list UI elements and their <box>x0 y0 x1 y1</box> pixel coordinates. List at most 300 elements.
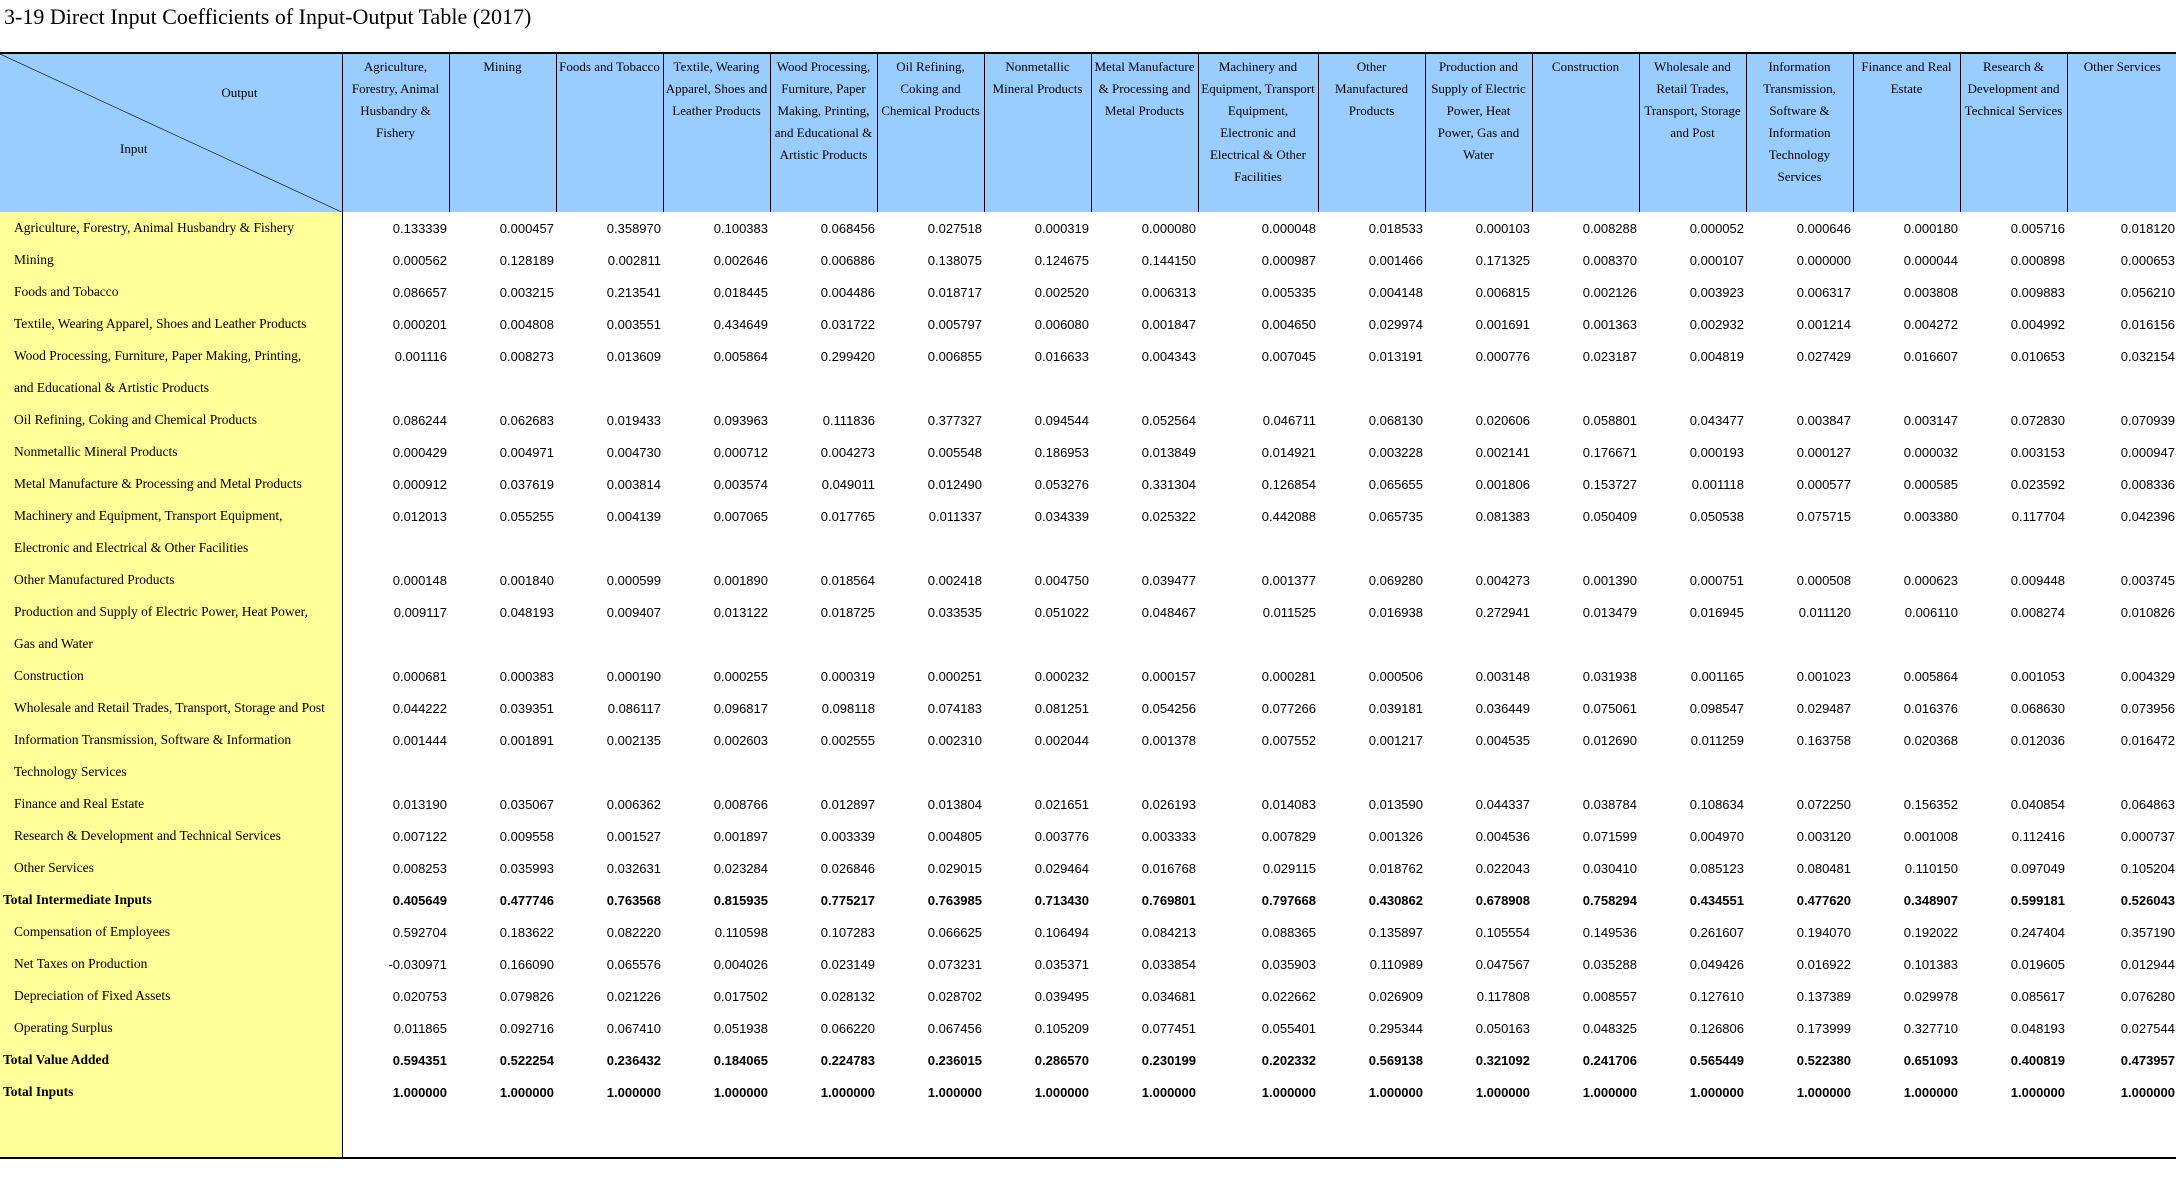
table-cell: 0.004650 <box>1261 316 1316 332</box>
table-row <box>0 436 2176 468</box>
table-cell: 0.047567 <box>1475 956 1530 972</box>
empty-cell <box>984 372 1091 404</box>
table-cell: 0.001840 <box>499 572 554 588</box>
table-cell: 0.002310 <box>927 732 982 748</box>
table-cell: 0.153727 <box>1582 476 1637 492</box>
table-cell: 0.186953 <box>1034 444 1089 460</box>
row-label: Total Intermediate Inputs <box>0 884 342 916</box>
table-cell: 0.008253 <box>392 860 447 876</box>
table-cell: 0.016156 <box>2120 316 2175 332</box>
table-cell: 0.004139 <box>606 508 661 524</box>
table-cell: 1.000000 <box>1903 1084 1958 1100</box>
table-cell: 0.110598 <box>714 924 768 940</box>
table-cell: 0.797668 <box>1261 892 1316 908</box>
row-label: Total Value Added <box>0 1044 342 1076</box>
table-cell: 0.019433 <box>606 412 661 428</box>
diagonal-divider <box>0 54 342 212</box>
table-cell: 0.004819 <box>1689 348 1744 364</box>
table-cell: 0.003814 <box>606 476 661 492</box>
empty-label-cell <box>0 1108 342 1158</box>
table-cell: 0.124675 <box>1034 252 1089 268</box>
table-cell: 0.013609 <box>606 348 661 364</box>
table-cell: 0.018120 <box>2120 220 2175 236</box>
table-cell: 0.013479 <box>1582 604 1637 620</box>
table-row <box>0 820 2176 852</box>
table-cell: 0.000653 <box>2120 252 2175 268</box>
empty-cell <box>1198 372 1318 404</box>
table-cell: 0.008273 <box>499 348 554 364</box>
table-cell: 0.070939 <box>2120 412 2175 428</box>
empty-cell <box>1853 372 1960 404</box>
empty-cell <box>1318 756 1425 788</box>
table-cell: 0.331304 <box>1141 476 1196 492</box>
column-header: Metal Manufacture & Processing and Metal Products <box>1091 53 1198 212</box>
row-label: Textile, Wearing Apparel, Shoes and Leather Products <box>0 308 342 340</box>
empty-cell <box>1960 1108 2067 1158</box>
empty-cell <box>1425 756 1532 788</box>
table-cell: 0.000737 <box>2120 828 2175 844</box>
table-cell: 1.000000 <box>1582 1084 1637 1100</box>
table-cell: 1.000000 <box>392 1084 447 1100</box>
empty-cell <box>2067 532 2176 564</box>
empty-cell <box>2067 756 2176 788</box>
table-cell: 0.194070 <box>1796 924 1851 940</box>
empty-cell <box>1198 1108 1318 1158</box>
table-cell: 0.035993 <box>499 860 554 876</box>
table-cell: 0.569138 <box>1368 1052 1423 1068</box>
table-cell: 0.042396 <box>2120 508 2175 524</box>
empty-cell <box>984 756 1091 788</box>
table-cell: 0.000103 <box>1475 220 1530 236</box>
table-cell: 0.473957 <box>2120 1052 2175 1068</box>
column-header: Information Transmission, Software & Information Technology Services <box>1746 53 1853 212</box>
empty-cell <box>449 372 556 404</box>
empty-cell <box>1639 628 1746 660</box>
column-header: Machinery and Equipment, Transport Equipment, Electronic and Electrical & Other Facilities <box>1198 53 1318 212</box>
table-cell: 0.011525 <box>1262 604 1316 620</box>
table-cell: 0.012897 <box>820 796 875 812</box>
column-header: Textile, Wearing Apparel, Shoes and Leather Products <box>663 53 770 212</box>
empty-cell <box>770 1108 877 1158</box>
table-cell: 0.000157 <box>1141 668 1196 684</box>
table-cell: 0.526043 <box>2120 892 2175 908</box>
output-axis-label: Output <box>221 85 258 100</box>
row-label: Oil Refining, Coking and Chemical Products <box>0 404 342 436</box>
table-cell: 0.000987 <box>1261 252 1316 268</box>
table-cell: 0.000623 <box>1903 572 1958 588</box>
table-cell: 0.107283 <box>820 924 875 940</box>
table-cell: 0.028702 <box>927 988 982 1004</box>
empty-cell <box>556 628 663 660</box>
table-row <box>0 1076 2176 1108</box>
table-cell: 0.013849 <box>1141 444 1196 460</box>
empty-cell <box>663 372 770 404</box>
empty-cell <box>1960 628 2067 660</box>
empty-cell <box>877 532 984 564</box>
table-cell: 0.651093 <box>1903 1052 1958 1068</box>
table-cell: 0.001390 <box>1582 572 1637 588</box>
table-cell: 0.068630 <box>2010 700 2065 716</box>
empty-cell <box>1853 1108 1960 1158</box>
table-row <box>0 212 2176 244</box>
table-cell: 0.101383 <box>1903 956 1958 972</box>
empty-cell <box>556 532 663 564</box>
table-cell: 0.004026 <box>713 956 768 972</box>
table-cell: 0.111836 <box>822 412 875 428</box>
table-cell: 0.005335 <box>1261 284 1316 300</box>
empty-cell <box>877 372 984 404</box>
table-cell: 0.005716 <box>2010 220 2065 236</box>
table-cell: 0.086244 <box>392 412 447 428</box>
row-label: Finance and Real Estate <box>0 788 342 820</box>
empty-cell <box>877 756 984 788</box>
table-cell: 0.000912 <box>392 476 447 492</box>
empty-cell <box>1639 532 1746 564</box>
input-output-table <box>0 52 2176 1159</box>
empty-cell <box>770 532 877 564</box>
table-cell: 0.040854 <box>2010 796 2065 812</box>
column-header: Agriculture, Forestry, Animal Husbandry & Fishery <box>342 53 449 212</box>
table-cell: 0.016633 <box>1034 348 1089 364</box>
table-cell: 0.005864 <box>713 348 768 364</box>
table-cell: 0.009883 <box>2010 284 2065 300</box>
table-cell: 0.008766 <box>713 796 768 812</box>
table-cell: 0.126854 <box>1261 476 1316 492</box>
table-cell: 1.000000 <box>820 1084 875 1100</box>
table-cell: 0.000947 <box>2120 444 2175 460</box>
table-cell: 1.000000 <box>713 1084 768 1100</box>
row-label: Mining <box>0 244 342 276</box>
table-cell: 0.085617 <box>2010 988 2065 1004</box>
table-cell: 0.006362 <box>606 796 661 812</box>
table-cell: 0.149536 <box>1582 924 1637 940</box>
table-cell: 0.037619 <box>499 476 554 492</box>
table-cell: 0.012036 <box>2010 732 2065 748</box>
empty-cell <box>449 1108 556 1158</box>
empty-cell <box>1198 532 1318 564</box>
table-cell: 0.117704 <box>2011 508 2065 524</box>
table-cell: 0.005797 <box>927 316 982 332</box>
table-cell: 0.004536 <box>1475 828 1530 844</box>
table-cell: 0.000585 <box>1903 476 1958 492</box>
table-cell: 0.077451 <box>1141 1020 1196 1036</box>
table-cell: 0.012944 <box>2120 956 2175 972</box>
empty-cell <box>556 372 663 404</box>
table-cell: 0.522254 <box>499 1052 554 1068</box>
table-cell: 0.678908 <box>1475 892 1530 908</box>
column-header: Construction <box>1532 53 1639 212</box>
table-cell: 0.769801 <box>1141 892 1196 908</box>
table-cell: 0.018445 <box>713 284 768 300</box>
row-label: Research & Development and Technical Services <box>0 820 342 852</box>
table-cell: 0.321092 <box>1475 1052 1530 1068</box>
table-cell: 0.003147 <box>1903 412 1958 428</box>
table-cell: 0.016607 <box>1903 348 1958 364</box>
column-header: Finance and Real Estate <box>1853 53 1960 212</box>
empty-cell <box>1853 532 1960 564</box>
table-cell: 0.001527 <box>606 828 661 844</box>
table-cell: 0.000506 <box>1368 668 1423 684</box>
empty-cell <box>1639 372 1746 404</box>
table-cell: 0.004273 <box>820 444 875 460</box>
table-cell: 0.004970 <box>1689 828 1744 844</box>
table-cell: 0.137389 <box>1796 988 1851 1004</box>
table-cell: 0.106494 <box>1034 924 1089 940</box>
table-row <box>0 692 2176 724</box>
table-row <box>0 564 2176 596</box>
row-label: Information Transmission, Software & Information <box>0 724 342 756</box>
table-cell: 0.020753 <box>392 988 447 1004</box>
empty-cell <box>1425 1108 1532 1158</box>
table-cell: 0.002603 <box>713 732 768 748</box>
table-row <box>0 660 2176 692</box>
empty-cell <box>342 532 449 564</box>
table-cell: 0.052564 <box>1141 412 1196 428</box>
empty-cell <box>1960 532 2067 564</box>
row-label: Construction <box>0 660 342 692</box>
table-cell: 0.020368 <box>1903 732 1958 748</box>
table-cell: 0.112416 <box>2011 828 2065 844</box>
table-cell: 0.086657 <box>392 284 447 300</box>
empty-cell <box>1425 372 1532 404</box>
table-cell: 0.000599 <box>606 572 661 588</box>
table-cell: 0.434649 <box>713 316 768 332</box>
table-row <box>0 244 2176 276</box>
table-cell: 0.067456 <box>927 1020 982 1036</box>
table-cell: 0.127610 <box>1689 988 1744 1004</box>
row-label: Other Manufactured Products <box>0 564 342 596</box>
table-cell: 0.001466 <box>1368 252 1423 268</box>
table-cell: 0.241706 <box>1582 1052 1637 1068</box>
table-cell: 0.003574 <box>713 476 768 492</box>
table-cell: 0.004535 <box>1475 732 1530 748</box>
table-cell: 0.082220 <box>606 924 661 940</box>
empty-cell <box>1853 628 1960 660</box>
table-cell: 0.032631 <box>606 860 661 876</box>
table-cell: 0.075715 <box>1796 508 1851 524</box>
empty-cell <box>1746 532 1853 564</box>
table-cell: 0.236432 <box>606 1052 661 1068</box>
table-cell: 0.327710 <box>1903 1020 1958 1036</box>
table-cell: 0.085123 <box>1689 860 1744 876</box>
table-cell: 0.000127 <box>1796 444 1851 460</box>
table-cell: 0.012490 <box>927 476 982 492</box>
empty-cell <box>1960 756 2067 788</box>
table-cell: 0.054256 <box>1141 700 1196 716</box>
table-cell: 0.594351 <box>392 1052 447 1068</box>
empty-cell <box>1532 628 1639 660</box>
table-cell: 0.000251 <box>927 668 982 684</box>
table-cell: 0.105554 <box>1475 924 1530 940</box>
table-cell: 0.002044 <box>1034 732 1089 748</box>
table-cell: 0.000080 <box>1141 220 1196 236</box>
table-cell: 0.035371 <box>1034 956 1089 972</box>
table-cell: 0.009558 <box>499 828 554 844</box>
table-cell: 0.001116 <box>394 348 447 364</box>
table-cell: 0.032154 <box>2120 348 2175 364</box>
table-cell: 0.001165 <box>1690 668 1744 684</box>
table-cell: 0.043477 <box>1689 412 1744 428</box>
table-cell: 0.013122 <box>713 604 768 620</box>
table-cell: 0.213541 <box>606 284 661 300</box>
table-cell: 0.002418 <box>927 572 982 588</box>
column-header: Mining <box>449 53 556 212</box>
table-cell: 0.048193 <box>499 604 554 620</box>
table-cell: 0.003333 <box>1141 828 1196 844</box>
table-cell: 0.110989 <box>1369 956 1423 972</box>
table-cell: 0.079826 <box>499 988 554 1004</box>
table-cell: 0.036449 <box>1475 700 1530 716</box>
table-cell: 0.565449 <box>1689 1052 1744 1068</box>
table-cell: 0.065655 <box>1368 476 1423 492</box>
table-cell: 0.477620 <box>1796 892 1851 908</box>
row-label-continuation: Electronic and Electrical & Other Facilities <box>0 532 342 564</box>
empty-cell <box>1091 372 1198 404</box>
row-label: Nonmetallic Mineral Products <box>0 436 342 468</box>
table-cell: 0.006313 <box>1141 284 1196 300</box>
table-cell: 0.400819 <box>2010 1052 2065 1068</box>
table-cell: 0.176671 <box>1582 444 1637 460</box>
table-cell: 0.000281 <box>1261 668 1316 684</box>
table-cell: 0.007122 <box>392 828 447 844</box>
table-cell: 0.073231 <box>927 956 982 972</box>
table-cell: 0.009117 <box>393 604 447 620</box>
table-cell: 0.001691 <box>1475 316 1530 332</box>
table-cell: 0.295344 <box>1368 1020 1423 1036</box>
table-cell: 0.011337 <box>928 508 982 524</box>
table-cell: 0.003551 <box>606 316 661 332</box>
table-cell: 0.003339 <box>820 828 875 844</box>
table-cell: 0.002126 <box>1582 284 1637 300</box>
table-cell: 1.000000 <box>1034 1084 1089 1100</box>
table-row <box>0 468 2176 500</box>
table-cell: 0.002141 <box>1475 444 1530 460</box>
table-cell: 0.016922 <box>1796 956 1851 972</box>
table-cell: 0.003228 <box>1368 444 1423 460</box>
table-cell: 0.005548 <box>927 444 982 460</box>
table-cell: 0.000044 <box>1903 252 1958 268</box>
table-cell: 0.026193 <box>1141 796 1196 812</box>
row-label: Machinery and Equipment, Transport Equipment, <box>0 500 342 532</box>
table-cell: 0.027429 <box>1796 348 1851 364</box>
table-cell: 0.049426 <box>1689 956 1744 972</box>
table-cell: 0.012690 <box>1582 732 1637 748</box>
table-cell: 0.001326 <box>1368 828 1423 844</box>
table-cell: 0.003808 <box>1903 284 1958 300</box>
empty-cell <box>449 532 556 564</box>
table-cell: 0.013190 <box>392 796 447 812</box>
table-cell: 0.000190 <box>606 668 661 684</box>
empty-cell <box>342 372 449 404</box>
table-cell: 0.021651 <box>1034 796 1089 812</box>
table-cell: 0.018564 <box>820 572 875 588</box>
empty-cell <box>556 756 663 788</box>
row-label: Total Inputs <box>0 1076 342 1108</box>
table-cell: 0.247404 <box>2010 924 2065 940</box>
table-cell: 0.008288 <box>1582 220 1637 236</box>
table-cell: 1.000000 <box>499 1084 554 1100</box>
table-cell: 0.008557 <box>1582 988 1637 1004</box>
table-cell: 0.133339 <box>392 220 447 236</box>
table-cell: 0.004992 <box>2010 316 2065 332</box>
table-cell: 0.003847 <box>1796 412 1851 428</box>
table-cell: 0.051938 <box>713 1020 768 1036</box>
table-cell: 1.000000 <box>606 1084 661 1100</box>
table-cell: 0.006110 <box>1904 604 1958 620</box>
table-cell: 0.065735 <box>1368 508 1423 524</box>
table-cell: -0.030971 <box>388 956 447 972</box>
table-cell: 0.000681 <box>392 668 447 684</box>
table-cell: 0.117808 <box>1476 988 1530 1004</box>
table-cell: 0.039181 <box>1368 700 1423 716</box>
table-row-continuation <box>0 532 2176 564</box>
table-cell: 0.018725 <box>820 604 875 620</box>
table-cell: 0.096817 <box>713 700 768 716</box>
table-cell: 0.299420 <box>820 348 875 364</box>
empty-cell <box>1318 372 1425 404</box>
table-cell: 0.048325 <box>1582 1020 1637 1036</box>
table-cell: 0.171325 <box>1475 252 1530 268</box>
table-cell: 0.029487 <box>1796 700 1851 716</box>
table-cell: 0.055255 <box>499 508 554 524</box>
table-cell: 0.001891 <box>499 732 554 748</box>
table-cell: 0.092716 <box>499 1020 554 1036</box>
input-axis-label: Input <box>120 141 148 156</box>
table-cell: 0.001008 <box>1903 828 1958 844</box>
table-cell: 0.006080 <box>1034 316 1089 332</box>
table-cell: 1.000000 <box>1689 1084 1744 1100</box>
table-cell: 0.007552 <box>1261 732 1316 748</box>
table-cell: 0.013590 <box>1368 796 1423 812</box>
table-cell: 0.086117 <box>607 700 661 716</box>
table-cell: 0.021226 <box>606 988 661 1004</box>
table-row <box>0 1044 2176 1076</box>
empty-cell <box>1746 756 1853 788</box>
table-cell: 0.027518 <box>927 220 982 236</box>
empty-cell <box>342 628 449 660</box>
table-cell: 0.224783 <box>820 1052 875 1068</box>
table-cell: 0.075061 <box>1582 700 1637 716</box>
table-cell: 0.000255 <box>713 668 768 684</box>
table-cell: 0.019605 <box>2010 956 2065 972</box>
table-cell: 1.000000 <box>1368 1084 1423 1100</box>
empty-cell <box>770 628 877 660</box>
empty-cell <box>1746 1108 1853 1158</box>
table-cell: 0.035067 <box>499 796 554 812</box>
empty-cell <box>984 1108 1091 1158</box>
table-cell: 0.236015 <box>927 1052 982 1068</box>
table-cell: 0.033535 <box>927 604 982 620</box>
table-cell: 0.163758 <box>1796 732 1851 748</box>
table-cell: 0.094544 <box>1034 412 1089 428</box>
table-cell: 0.001806 <box>1475 476 1530 492</box>
row-label: Compensation of Employees <box>0 916 342 948</box>
table-cell: 0.001847 <box>1141 316 1196 332</box>
table-cell: 0.034681 <box>1141 988 1196 1004</box>
row-label: Foods and Tobacco <box>0 276 342 308</box>
table-cell: 0.029015 <box>927 860 982 876</box>
table-cell: 0.000107 <box>1689 252 1744 268</box>
table-cell: 0.025322 <box>1141 508 1196 524</box>
table-cell: 0.000577 <box>1796 476 1851 492</box>
table-cell: 0.002555 <box>820 732 875 748</box>
table-cell: 0.029978 <box>1903 988 1958 1004</box>
column-header: Production and Supply of Electric Power, Heat Power, Gas and Water <box>1425 53 1532 212</box>
row-label: Operating Surplus <box>0 1012 342 1044</box>
empty-cell <box>984 628 1091 660</box>
table-cell: 0.166090 <box>499 956 554 972</box>
table-cell: 0.001214 <box>1796 316 1851 332</box>
